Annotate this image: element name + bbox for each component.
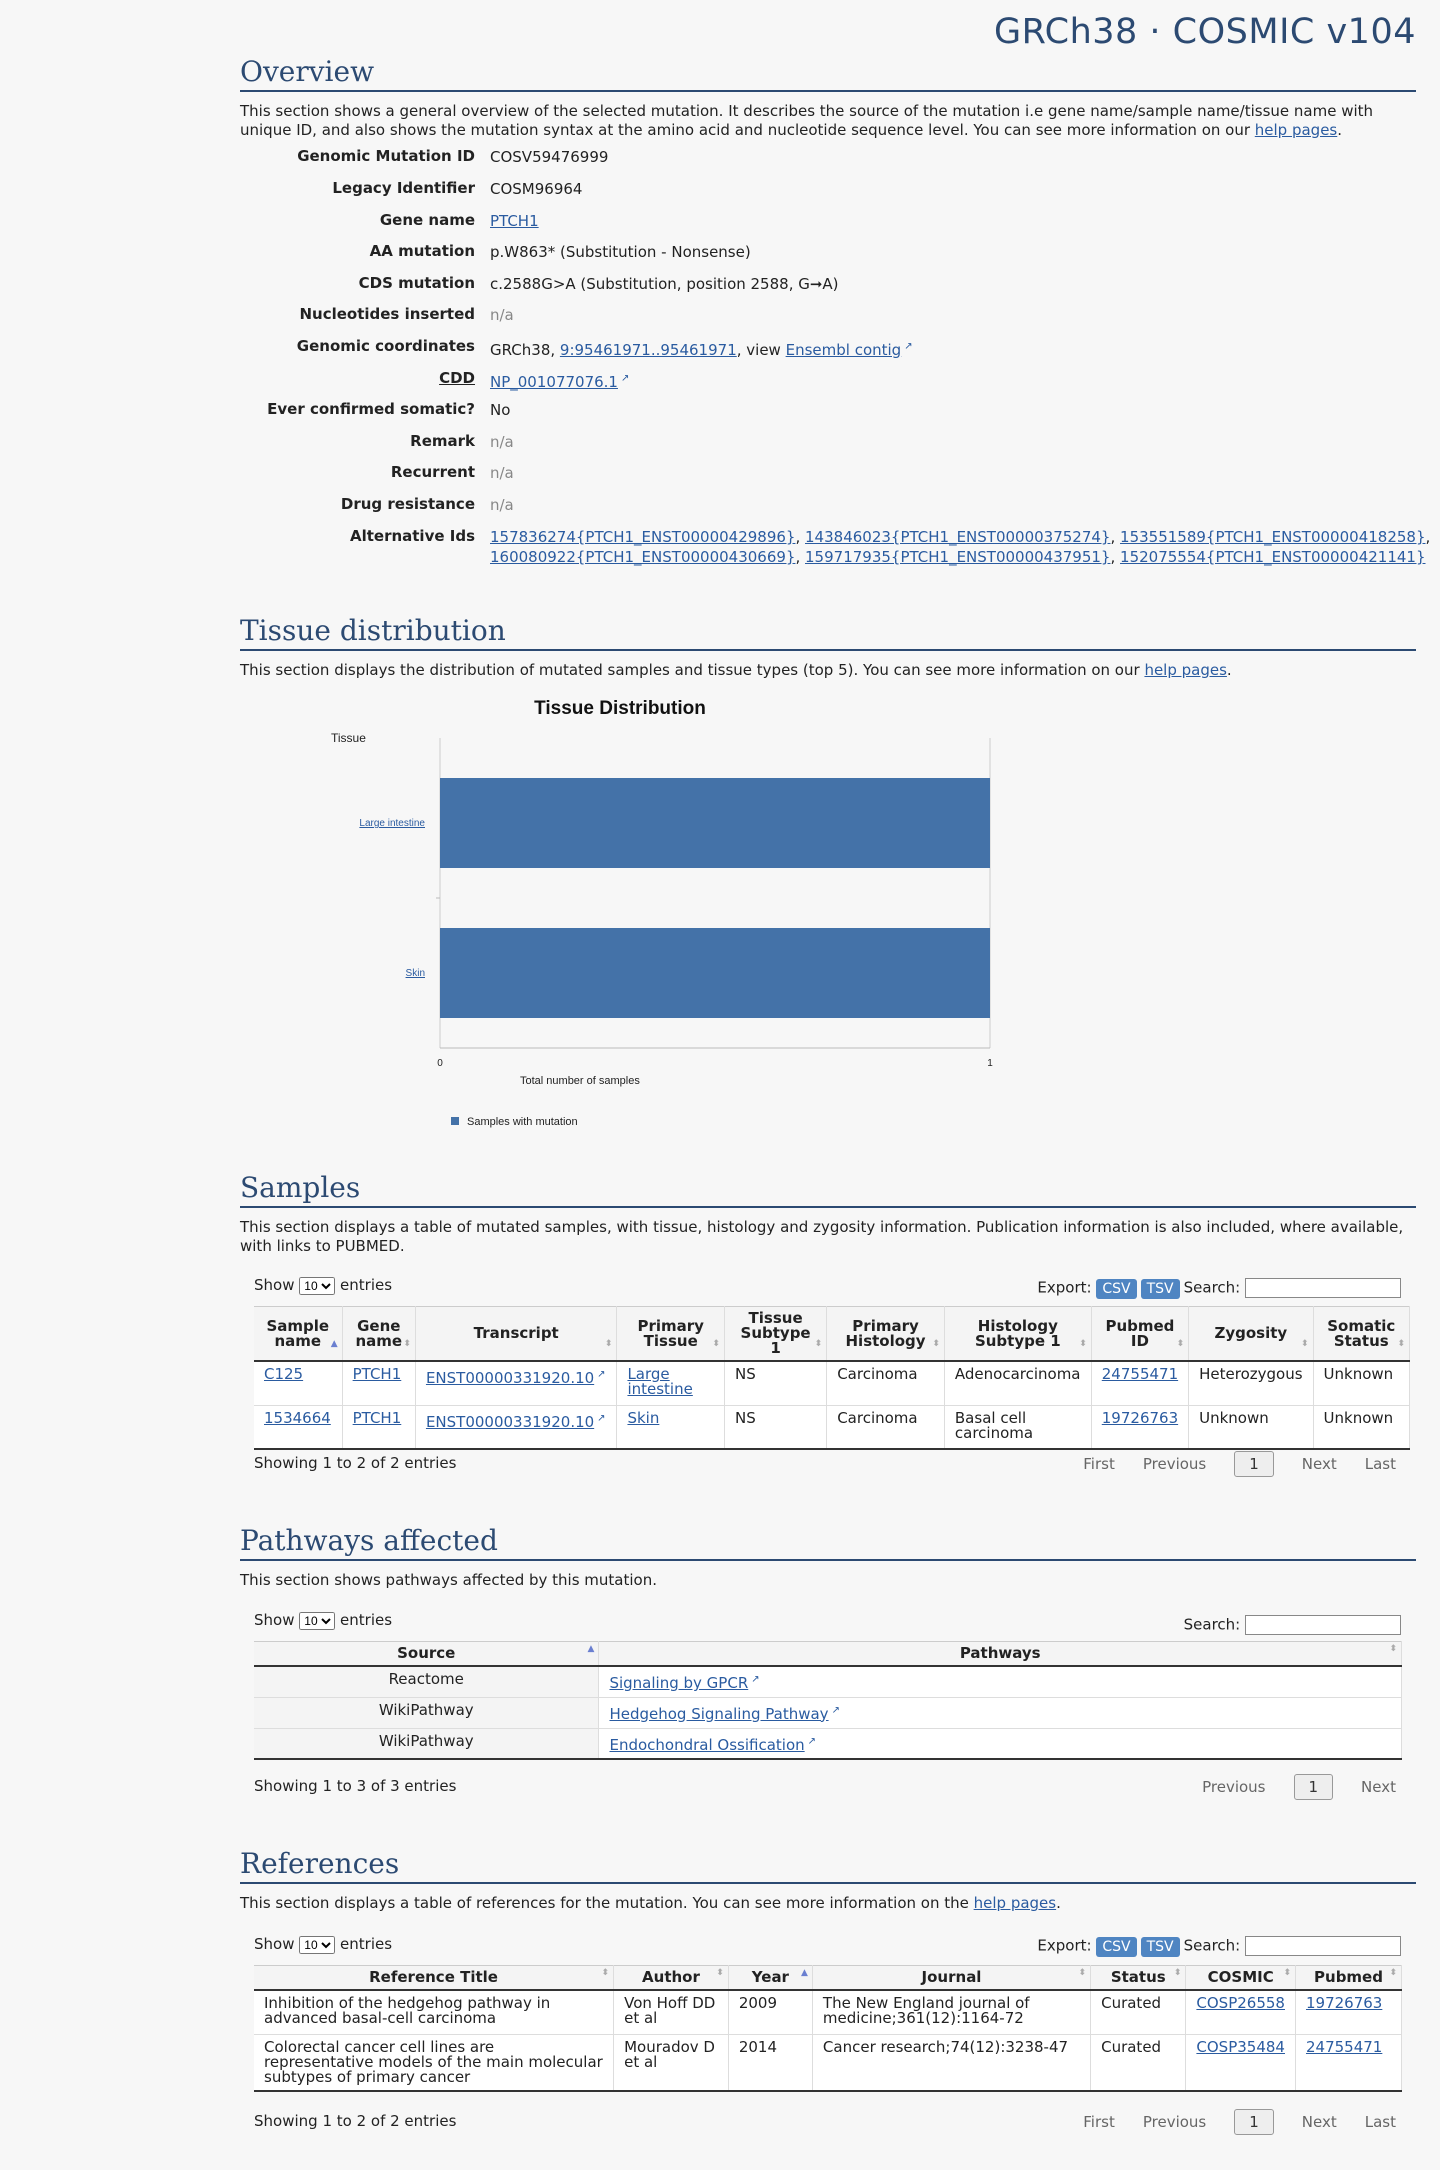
table-cell — [254, 1697, 599, 1728]
pagination-current-page[interactable]: 1 — [1294, 1774, 1334, 1800]
column-header-label: Zygosity — [1214, 1324, 1288, 1342]
pathways-heading: Pathways affected — [240, 1524, 1416, 1561]
pagination-next-button[interactable]: Next — [1301, 1455, 1337, 1473]
table-cell — [415, 1361, 617, 1405]
samples-csv-button[interactable]: CSV — [1096, 1279, 1136, 1299]
overview-field-label: Alternative Ids — [349, 527, 475, 545]
samples-table — [254, 1306, 1410, 1450]
table-cell — [724, 1405, 826, 1449]
sort-icon: ⬍ — [1283, 1968, 1291, 1978]
table-cell-text: Mouradov D et al — [624, 2037, 715, 2071]
overview-heading: Overview — [240, 55, 1416, 92]
column-header[interactable] — [614, 1966, 729, 1991]
column-header-label: Somatic Status — [1327, 1316, 1396, 1350]
overview-help-link[interactable]: help pages — [1254, 121, 1338, 139]
overview-field-label: Genomic coordinates — [296, 337, 475, 355]
overview-field-value — [490, 369, 1440, 392]
table-cell-text: Inhibition of the hedgehog pathway in advanced basal-cell carcinoma — [264, 1994, 551, 2027]
references-length — [254, 1935, 392, 1954]
sort-icon: ⬍ — [814, 1339, 823, 1349]
pathways-table — [254, 1641, 1402, 1760]
table-cell-text: 2014 — [738, 2037, 778, 2056]
overview-value-text: n/a — [490, 464, 514, 482]
alternative-id-link[interactable]: 159717935{PTCH1_ENST00000437951} — [805, 548, 1111, 566]
column-header-label: Primary Tissue — [637, 1316, 704, 1350]
overview-field-value — [490, 432, 1440, 452]
table-cell — [342, 1361, 415, 1405]
column-header-label: Status — [1110, 1968, 1166, 1986]
sort-icon: ⬍ — [604, 1339, 613, 1349]
sort-icon: ⬍ — [1176, 1339, 1185, 1349]
references-intro — [240, 1894, 1416, 1913]
overview-value-text: c.2588G>A (Substitution, position 2588, G➞A) — [490, 275, 839, 293]
tissue-intro-end: . — [1226, 661, 1232, 679]
sort-icon: ⬍ — [1173, 1968, 1182, 1978]
table-cell-text: WikiPathway — [378, 1731, 474, 1750]
pagination-first-button[interactable]: First — [1083, 2113, 1115, 2131]
overview-value-text: n/a — [490, 496, 514, 514]
column-header-label: Pathways — [959, 1644, 1041, 1662]
table-header-row — [254, 1307, 1410, 1362]
overview-fields — [240, 147, 1431, 567]
overview-field-label: Recurrent — [390, 463, 475, 481]
chart-bar — [440, 928, 990, 1018]
column-header[interactable] — [254, 1966, 614, 1991]
overview-field-value — [490, 274, 1440, 294]
coordinates-prefix: GRCh38, — [490, 341, 560, 359]
table-cell — [254, 2034, 614, 2091]
table-cell — [1091, 1990, 1186, 2034]
chart-x-tick-label: 0 — [437, 1058, 443, 1069]
table-cell — [599, 1728, 1402, 1759]
column-header-label: Pubmed — [1314, 1968, 1383, 1986]
column-header[interactable] — [728, 1966, 812, 1991]
table-cell-text: Basal cell carcinoma — [954, 1408, 1034, 1442]
references-help-link[interactable]: help pages — [973, 1894, 1057, 1912]
tissue-distribution-chart — [320, 690, 1020, 1140]
column-header-label: Transcript — [473, 1324, 559, 1342]
table-cell-link[interactable]: PTCH1 — [352, 1365, 402, 1383]
table-cell-link[interactable]: 19726763 — [1305, 1994, 1383, 2012]
references-pagination — [1055, 2109, 1396, 2135]
pagination-last-button[interactable]: Last — [1364, 1455, 1396, 1473]
overview-field-label: Gene name — [379, 211, 475, 229]
overview-value-text: p.W863* (Substitution - Nonsense) — [490, 243, 751, 261]
alternative-id-link[interactable]: 157836274{PTCH1_ENST00000429896} — [490, 528, 796, 546]
overview-value-text: No — [490, 401, 511, 419]
pagination-previous-button[interactable]: Previous — [1202, 1778, 1266, 1796]
column-header-label: Author — [642, 1968, 700, 1986]
tissue-section — [240, 614, 1416, 680]
table-cell-link[interactable]: 1534664 — [264, 1408, 331, 1427]
table-cell — [614, 2034, 729, 2091]
overview-field-value — [490, 463, 1440, 483]
table-cell — [812, 2034, 1090, 2091]
table-cell-text: Unknown — [1199, 1408, 1269, 1427]
tissue-intro-text: This section displays the distribution of mutated samples and tissue types (top 5). You can see more information on our — [240, 661, 1145, 679]
pathways-info: Showing 1 to 3 of 3 entries — [254, 1777, 457, 1795]
pagination-previous-button[interactable]: Previous — [1142, 2113, 1207, 2131]
references-info: Showing 1 to 2 of 2 entries — [254, 2112, 457, 2130]
column-header[interactable] — [1186, 1966, 1296, 1991]
table-cell — [1091, 2034, 1186, 2091]
table-cell-link[interactable]: 19726763 — [1101, 1408, 1179, 1427]
samples-search-label: Search: — [1183, 1278, 1241, 1297]
sort-icon: ▲ — [587, 1644, 595, 1654]
table-cell-text: WikiPathway — [378, 1700, 474, 1719]
overview-field-label: Ever confirmed somatic? — [267, 400, 475, 418]
column-header-label: Journal — [921, 1968, 982, 1986]
column-header[interactable] — [1313, 1307, 1409, 1362]
table-cell — [812, 1990, 1090, 2034]
samples-length — [254, 1276, 392, 1295]
chart-legend-swatch — [451, 1117, 459, 1125]
column-header-label: Tissue Subtype 1 — [740, 1309, 811, 1357]
samples-tsv-button[interactable]: TSV — [1141, 1279, 1180, 1299]
overview-value-text: n/a — [490, 433, 514, 451]
pathways-search-input[interactable] — [1245, 1615, 1401, 1635]
table-cell — [944, 1361, 1091, 1405]
tissue-intro — [240, 661, 1416, 680]
references-table — [254, 1965, 1402, 2092]
table-cell — [617, 1361, 725, 1405]
coordinates-mid: , view — [736, 341, 786, 359]
table-row — [254, 2034, 1402, 2091]
table-cell-link[interactable]: COSP26558 — [1196, 1994, 1285, 2012]
pathways-length — [254, 1611, 392, 1630]
pathways-intro: This section shows pathways affected by this mutation. — [240, 1571, 657, 1589]
column-header[interactable] — [812, 1966, 1090, 1991]
table-cell-link[interactable]: ENST00000331920.10 ↗ — [426, 1369, 606, 1387]
table-cell-text: Cancer research;74(12):3238-47 — [822, 2037, 1069, 2056]
column-header[interactable] — [944, 1307, 1091, 1362]
table-cell — [254, 1728, 599, 1759]
pagination-first-button[interactable]: First — [1083, 1455, 1115, 1473]
chart-x-tick-label: 1 — [987, 1058, 993, 1069]
overview-field-label: CDD — [439, 369, 475, 387]
chart-category-label[interactable]: Skin — [405, 968, 425, 979]
table-cell — [827, 1405, 945, 1449]
samples-section — [240, 1171, 1416, 1256]
table-cell — [599, 1697, 1402, 1728]
sort-icon: ⬍ — [712, 1339, 720, 1349]
column-header-label: Pubmed ID — [1105, 1316, 1175, 1350]
table-cell — [1295, 1990, 1401, 2034]
samples-info: Showing 1 to 2 of 2 entries — [254, 1454, 457, 1472]
table-cell — [617, 1405, 725, 1449]
overview-field-value — [490, 305, 1440, 325]
table-cell-text: Von Hoff DD et al — [624, 1994, 716, 2027]
table-cell — [728, 2034, 812, 2091]
chart-bar — [440, 778, 990, 868]
table-cell — [1295, 2034, 1401, 2091]
table-cell-text: Unknown — [1323, 1365, 1394, 1383]
table-cell — [827, 1361, 945, 1405]
pagination-last-button[interactable]: Last — [1364, 2113, 1396, 2131]
gene-name-link[interactable]: PTCH1 — [490, 212, 539, 230]
references-show-label: Show — [254, 1935, 295, 1953]
overview-field-value — [490, 179, 1440, 199]
alternative-id-link[interactable]: 153551589{PTCH1_ENST00000418258} — [1120, 528, 1426, 546]
table-cell — [614, 1990, 729, 2034]
overview-section — [240, 55, 1431, 566]
references-intro-end: . — [1056, 1894, 1061, 1912]
references-page-size-select[interactable] — [299, 1936, 335, 1954]
references-search-label: Search: — [1183, 1936, 1241, 1955]
references-toolbar — [1037, 1936, 1401, 1957]
pagination-previous-button[interactable]: Previous — [1142, 1455, 1207, 1473]
pathways-page-size-select[interactable] — [299, 1612, 335, 1630]
chart-title: Tissue Distribution — [534, 698, 706, 719]
references-tsv-button[interactable]: TSV — [1141, 1937, 1180, 1957]
sort-icon: ⬍ — [716, 1968, 724, 1978]
column-header-label: Source — [397, 1644, 456, 1662]
table-cell-link[interactable]: Hedgehog Signaling Pathway ↗ — [609, 1705, 839, 1723]
column-header[interactable] — [617, 1307, 725, 1362]
table-cell — [728, 1990, 812, 2034]
alternative-id-link[interactable]: 160080922{PTCH1_ENST00000430669} — [490, 548, 796, 566]
chart-category-label[interactable]: Large intestine — [359, 818, 425, 829]
column-header-label: Sample name — [266, 1316, 330, 1350]
column-header-label: Reference Title — [369, 1968, 498, 1986]
table-cell-text: Adenocarcinoma — [954, 1365, 1081, 1383]
table-cell — [944, 1405, 1091, 1449]
alternative-id-link[interactable]: 143846023{PTCH1_ENST00000375274} — [805, 528, 1111, 546]
table-row — [254, 1666, 1402, 1697]
sort-icon: ⬍ — [932, 1339, 940, 1349]
overview-field-label: AA mutation — [369, 242, 475, 260]
overview-value-text: COSV59476999 — [490, 148, 609, 166]
column-header[interactable] — [254, 1642, 599, 1667]
samples-search-input[interactable] — [1245, 1278, 1401, 1298]
references-heading: References — [240, 1847, 1416, 1884]
references-section — [240, 1847, 1416, 1913]
table-cell-text: Carcinoma — [837, 1408, 918, 1427]
table-cell — [724, 1361, 826, 1405]
table-cell-link[interactable]: COSP35484 — [1196, 2037, 1285, 2056]
table-cell — [254, 1361, 342, 1405]
pagination-current-page[interactable]: 1 — [1234, 1451, 1274, 1477]
column-header[interactable] — [254, 1307, 342, 1362]
overview-field-value — [490, 242, 1440, 262]
overview-value-text: COSM96964 — [490, 180, 583, 198]
pathways-section — [240, 1524, 1416, 1590]
column-header[interactable] — [1189, 1307, 1313, 1362]
overview-field-label: CDS mutation — [358, 274, 475, 292]
chart-x-axis-label: Total number of samples — [520, 1075, 640, 1087]
column-header[interactable] — [415, 1307, 617, 1362]
chart-legend-label: Samples with mutation — [467, 1116, 578, 1128]
overview-field-value — [490, 400, 1440, 420]
pathways-toolbar — [1184, 1615, 1401, 1635]
pathways-search-label: Search: — [1183, 1615, 1241, 1634]
sort-icon: ⬍ — [1389, 1644, 1397, 1654]
table-cell — [1313, 1405, 1409, 1449]
sort-icon: ⬍ — [1078, 1968, 1087, 1978]
table-cell-link[interactable]: Signaling by GPCR ↗ — [609, 1674, 759, 1692]
table-cell — [254, 1666, 599, 1697]
overview-field-label: Remark — [410, 432, 475, 450]
overview-field-value: 157836274{PTCH1_ENST00000429896}, 143846023{PTCH1_ENST00000375274}, 153551589{PTCH1_ENST00000418258}, 160080922{PTCH1_ENST00000430669}, 159717935{PTCH1_ENST00000437951}, 152075554{PTCH1_ENST00000421141} — [490, 528, 1431, 566]
pathways-entries-label: entries — [340, 1611, 393, 1629]
sort-icon: ⬍ — [1397, 1339, 1405, 1349]
samples-pagination — [1055, 1451, 1396, 1477]
pagination-next-button[interactable]: Next — [1301, 2113, 1337, 2131]
overview-intro — [240, 102, 1416, 140]
ensembl-contig-link[interactable]: Ensembl contig ↗ — [786, 341, 913, 359]
table-cell — [415, 1405, 617, 1449]
sort-icon: ▲ — [330, 1339, 338, 1349]
references-search-input[interactable] — [1245, 1936, 1401, 1956]
table-cell-text: 2009 — [738, 1994, 778, 2012]
table-cell-text: NS — [734, 1365, 756, 1383]
table-row — [254, 1990, 1402, 2034]
table-cell — [1189, 1405, 1313, 1449]
table-cell-text: Heterozygous — [1199, 1365, 1303, 1383]
column-header[interactable] — [1295, 1966, 1401, 1991]
column-header-label: Gene name — [355, 1316, 403, 1350]
table-cell — [1091, 1361, 1188, 1405]
tissue-heading: Tissue distribution — [240, 614, 1416, 651]
sort-icon: ▲ — [801, 1968, 808, 1978]
column-header[interactable] — [1091, 1307, 1188, 1362]
pathways-pagination — [1174, 1774, 1396, 1800]
references-entries-label: entries — [340, 1935, 393, 1953]
column-header-label: Histology Subtype 1 — [974, 1316, 1061, 1350]
table-row — [254, 1405, 1410, 1449]
tissue-help-link[interactable]: help pages — [1144, 661, 1227, 679]
column-header[interactable] — [1091, 1966, 1186, 1991]
sort-icon: ⬍ — [1079, 1339, 1087, 1349]
overview-field-value — [490, 147, 1440, 167]
table-row — [254, 1728, 1402, 1759]
pagination-next-button[interactable]: Next — [1361, 1778, 1396, 1796]
samples-heading: Samples — [240, 1171, 1416, 1208]
table-cell-link[interactable]: PTCH1 — [352, 1408, 402, 1427]
table-cell — [1091, 1405, 1188, 1449]
table-cell-link[interactable]: ENST00000331920.10 ↗ — [426, 1413, 606, 1431]
column-header-label: Primary Histology — [845, 1316, 926, 1350]
references-intro-text: This section displays a table of references for the mutation. You can see more information on the — [240, 1894, 974, 1912]
table-cell-text: Carcinoma — [837, 1365, 918, 1383]
chart-y-axis-label: Tissue — [331, 731, 366, 745]
overview-field-value — [490, 495, 1440, 515]
sort-icon: ⬍ — [601, 1968, 610, 1978]
table-row — [254, 1361, 1410, 1405]
table-cell — [1189, 1361, 1313, 1405]
sort-icon: ⬍ — [403, 1339, 411, 1349]
table-cell-link[interactable]: Endochondral Ossification ↗ — [609, 1736, 816, 1754]
table-cell — [1186, 1990, 1296, 2034]
references-export-label: Export: — [1037, 1936, 1092, 1955]
samples-page-size-select[interactable] — [299, 1277, 335, 1295]
sort-icon: ⬍ — [1389, 1968, 1397, 1978]
table-cell — [254, 1405, 342, 1449]
samples-export-label: Export: — [1037, 1278, 1092, 1297]
table-cell-link[interactable]: C125 — [264, 1365, 304, 1383]
table-cell — [342, 1405, 415, 1449]
column-header[interactable] — [827, 1307, 945, 1362]
table-row — [254, 1697, 1402, 1728]
column-header-label: COSMIC — [1207, 1968, 1274, 1986]
table-cell — [1186, 2034, 1296, 2091]
table-cell-text: Colorectal cancer cell lines are representative models of the main molecular subtypes of primary cancer — [264, 2037, 603, 2086]
samples-toolbar — [1037, 1278, 1401, 1299]
overview-field-label: Nucleotides inserted — [299, 305, 475, 323]
overview-field-label: Genomic Mutation ID — [297, 147, 475, 165]
samples-entries-label: entries — [340, 1276, 393, 1294]
table-cell — [254, 1990, 614, 2034]
table-cell-text: Curated — [1101, 1994, 1162, 2012]
overview-field-label: Legacy Identifier — [332, 179, 475, 197]
table-cell — [599, 1666, 1402, 1697]
column-header[interactable] — [724, 1307, 826, 1362]
table-cell-text: The New England journal of medicine;361(12):1164-72 — [822, 1994, 1030, 2027]
overview-field-value — [490, 211, 1440, 231]
overview-intro-text: This section shows a general overview of the selected mutation. It describes the source of the mutation i.e gene name/sample name/tissue name with unique ID, and also shows the mutation syntax at the amino acid and nucleotide sequence level. You can see more information on our — [240, 102, 1374, 139]
overview-field-value — [490, 337, 1440, 360]
table-cell-text: Unknown — [1323, 1408, 1394, 1427]
sort-icon: ⬍ — [1300, 1339, 1309, 1349]
overview-value-text: n/a — [490, 306, 514, 324]
coordinates-link[interactable]: 9:95461971..95461971 — [559, 341, 737, 359]
table-header-row — [254, 1966, 1402, 1991]
table-header-row — [254, 1642, 1402, 1667]
cdd-link[interactable]: NP_001077076.1 ↗ — [490, 373, 629, 391]
column-header[interactable] — [342, 1307, 415, 1362]
references-csv-button[interactable]: CSV — [1096, 1937, 1136, 1957]
pagination-current-page[interactable]: 1 — [1234, 2109, 1274, 2135]
table-cell-text: Reactome — [388, 1670, 464, 1688]
table-cell-link[interactable]: Large intestine — [627, 1365, 693, 1398]
table-cell-link[interactable]: 24755471 — [1305, 2037, 1383, 2056]
table-cell-text: NS — [734, 1408, 756, 1427]
table-cell — [1313, 1361, 1409, 1405]
alternative-id-link[interactable]: 152075554{PTCH1_ENST00000421141} — [1120, 548, 1426, 566]
table-cell-text: Curated — [1101, 2037, 1162, 2056]
pathways-show-label: Show — [254, 1611, 295, 1629]
table-cell-link[interactable]: Skin — [627, 1408, 660, 1427]
overview-intro-end: . — [1337, 121, 1343, 139]
table-cell-link[interactable]: 24755471 — [1101, 1365, 1179, 1383]
column-header[interactable] — [599, 1642, 1402, 1667]
overview-field-label: Drug resistance — [340, 495, 475, 513]
brand-title: GRCh38 · COSMIC v104 — [993, 12, 1416, 52]
column-header-label: Year — [751, 1968, 789, 1986]
samples-intro: This section displays a table of mutated samples, with tissue, histology and zygosity information. Publication information is also included, where available, with links to PUBMED. — [240, 1218, 1404, 1255]
samples-show-label: Show — [254, 1276, 295, 1294]
